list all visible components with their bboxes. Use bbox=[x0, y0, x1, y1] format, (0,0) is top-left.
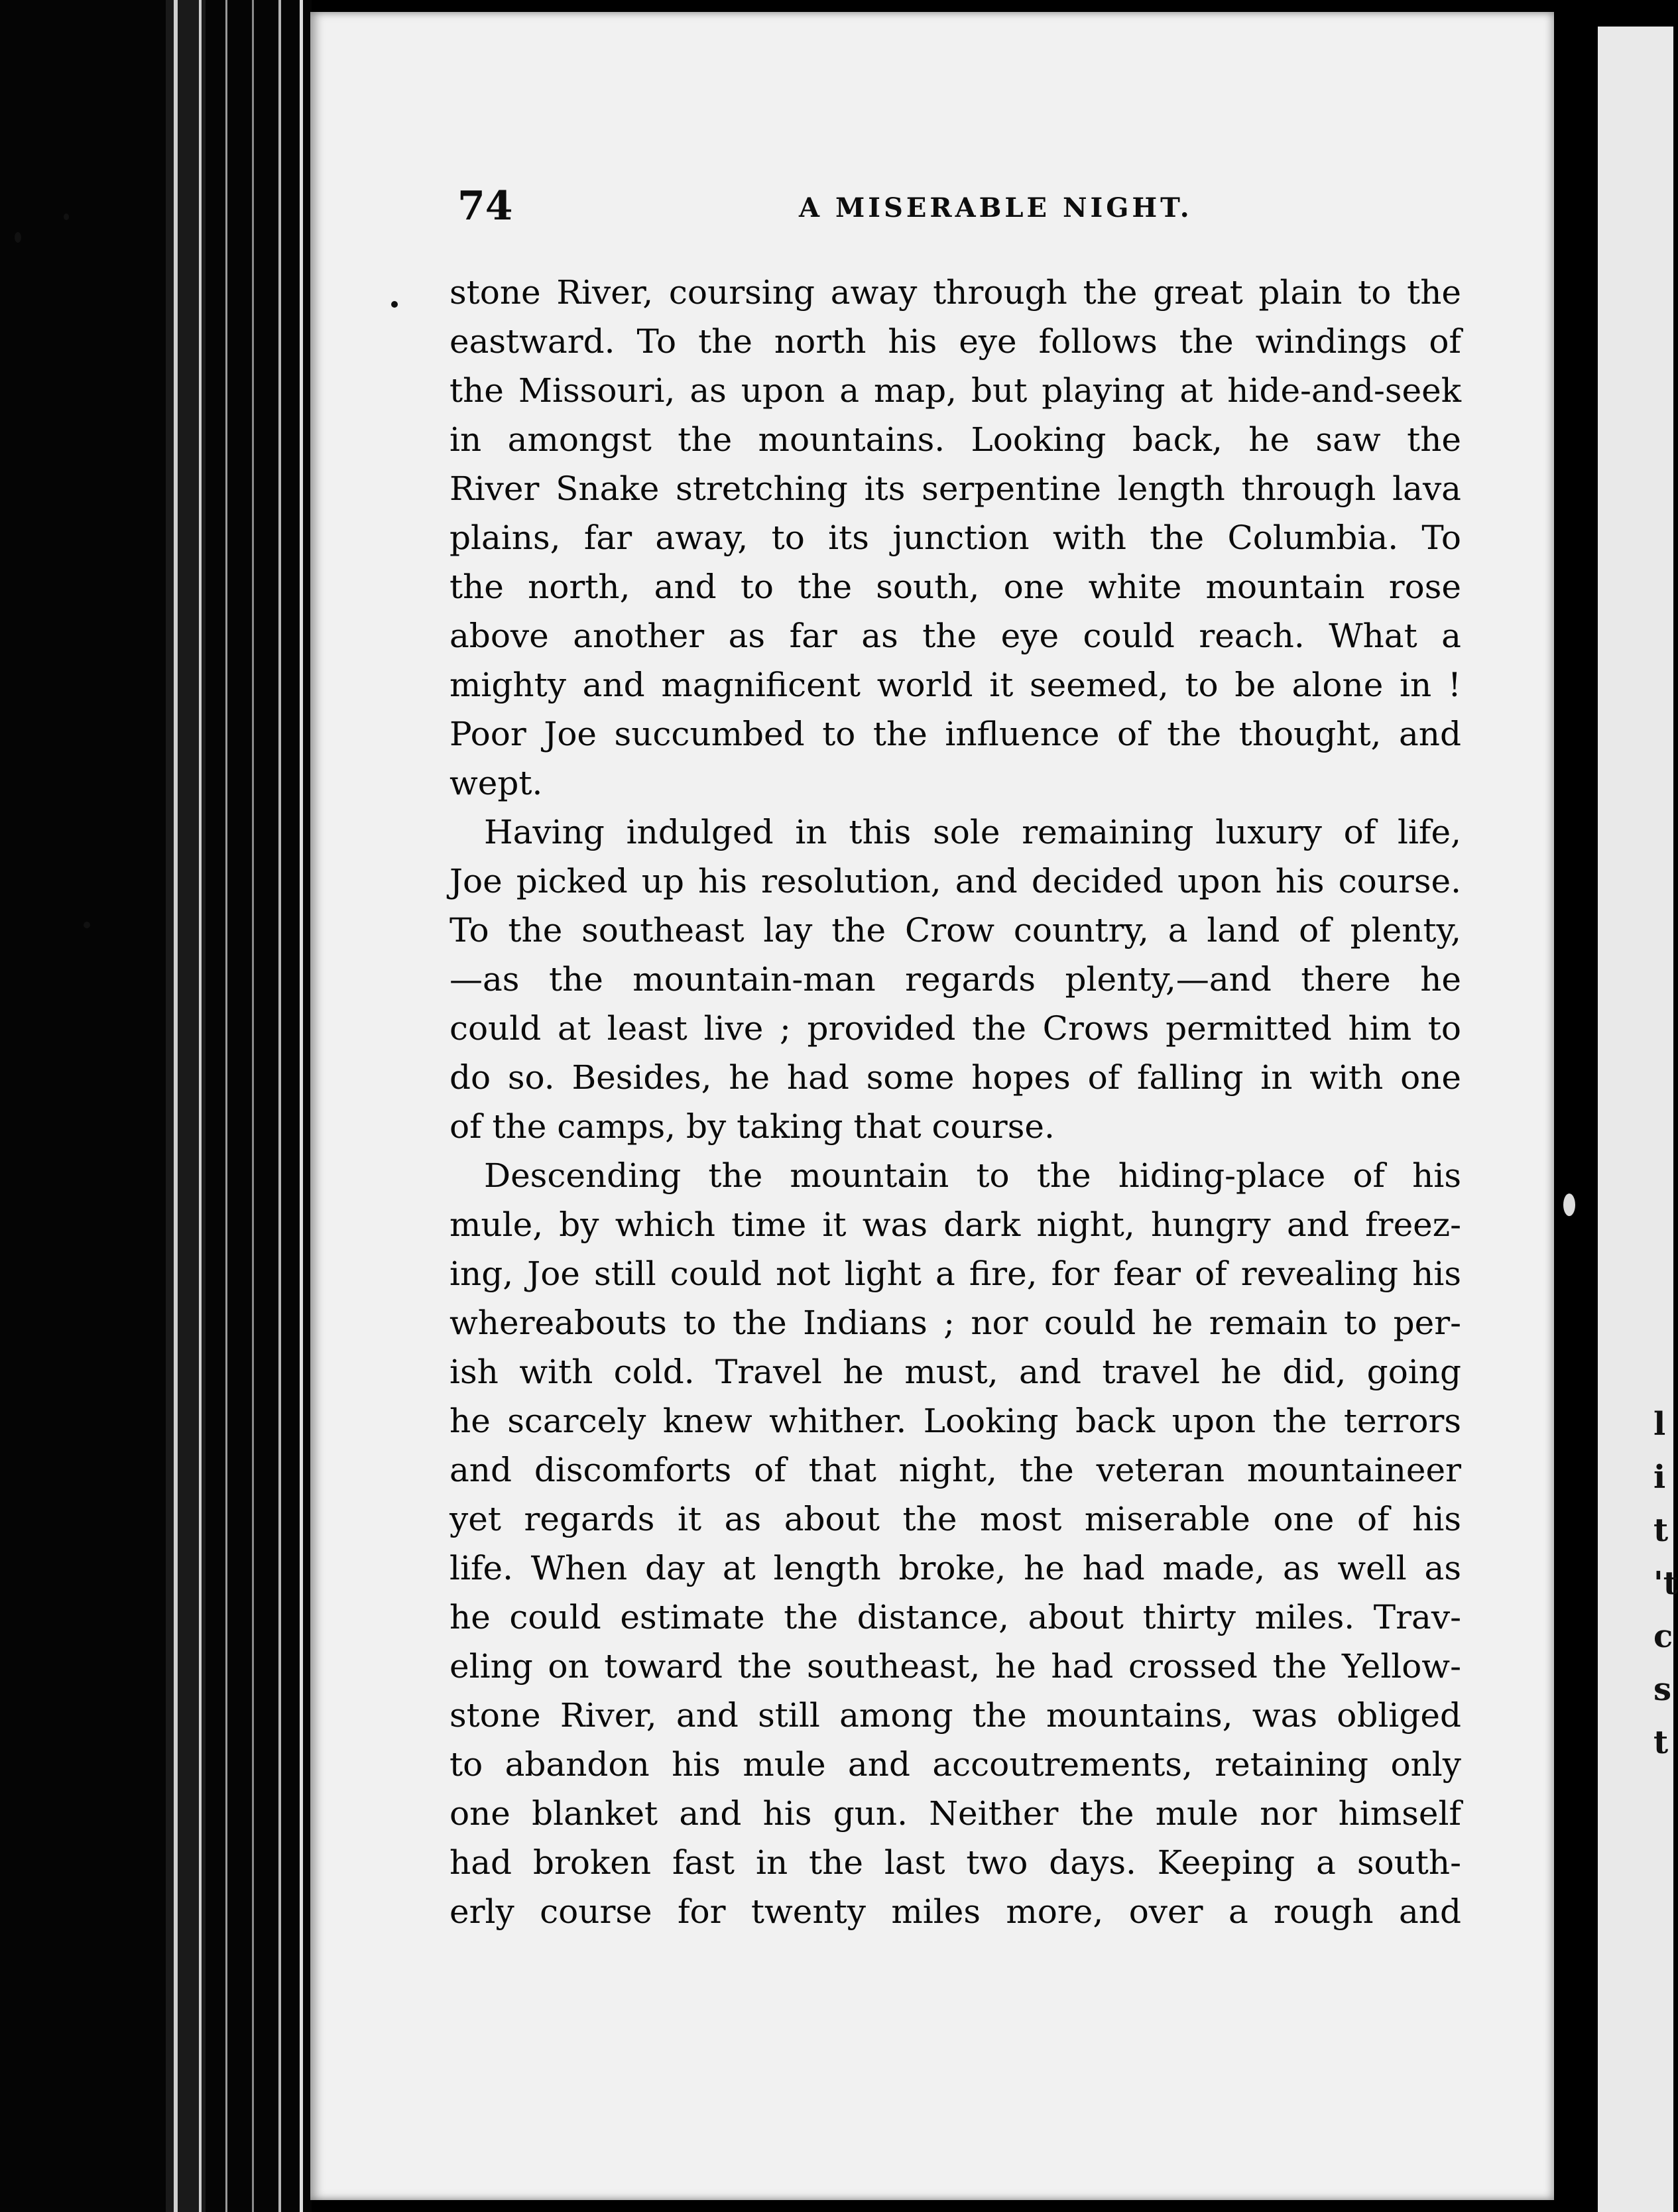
page-stack-line bbox=[199, 0, 202, 2212]
text-line: —as the mountain-man regards plenty,—and there he bbox=[449, 960, 1461, 999]
text-line: mighty and magnificent world it seemed, to be alone in ! bbox=[449, 666, 1461, 704]
next-page-letter: s bbox=[1653, 1671, 1672, 1708]
next-page-letter: c bbox=[1653, 1618, 1673, 1655]
text-line: mule, by which time it was dark night, hungry and freez- bbox=[449, 1205, 1461, 1244]
page-stack-line bbox=[300, 0, 303, 2212]
text-line: to abandon his mule and accoutrements, retaining only bbox=[449, 1745, 1461, 1784]
ink-speck bbox=[15, 232, 21, 243]
next-page-letter: l bbox=[1653, 1406, 1666, 1443]
page-stack-line bbox=[252, 0, 254, 2212]
text-line: one blanket and his gun. Neither the mule nor himself bbox=[449, 1794, 1461, 1833]
next-page-letter: t bbox=[1653, 1512, 1669, 1549]
text-line: eling on toward the southeast, he had crossed the Yellow- bbox=[449, 1647, 1461, 1686]
text-line: life. When day at length broke, he had made, as well as bbox=[449, 1549, 1461, 1587]
text-line: yet regards it as about the most miserable one of his bbox=[449, 1500, 1461, 1538]
text-line: and discomforts of that night, the veteran mountaineer bbox=[449, 1451, 1461, 1489]
text-line: To the southeast lay the Crow country, a land of plenty, bbox=[449, 911, 1461, 950]
text-line: ing, Joe still could not light a fire, for fear of revealing his bbox=[449, 1255, 1461, 1293]
text-line: ish with cold. Travel he must, and travel he did, going bbox=[449, 1353, 1461, 1391]
ink-speck bbox=[391, 301, 398, 308]
text-line: in amongst the mountains. Looking back, he saw the bbox=[449, 420, 1461, 459]
text-line: eastward. To the north his eye follows the windings of bbox=[449, 322, 1461, 361]
next-page-letter: i bbox=[1653, 1459, 1666, 1496]
text-line: erly course for twenty miles more, over a rough and bbox=[449, 1892, 1461, 1931]
text-line: do so. Besides, he had some hopes of falling in with one bbox=[449, 1058, 1461, 1097]
ink-speck bbox=[84, 922, 90, 928]
text-line: River Snake stretching its serpentine length through lava bbox=[449, 469, 1461, 508]
next-page-edge bbox=[1598, 27, 1673, 2212]
text-line: stone River, and still among the mountains, was obliged bbox=[449, 1696, 1461, 1735]
text-line: the Missouri, as upon a map, but playing at hide-and-seek bbox=[449, 371, 1461, 410]
page-stack-line bbox=[174, 0, 178, 2212]
text-line: Joe picked up his resolution, and decided upon his course. bbox=[449, 862, 1461, 900]
text-line: Descending the mountain to the hiding-place of his bbox=[484, 1156, 1461, 1195]
page-stack-line bbox=[278, 0, 281, 2212]
text-line: the north, and to the south, one white mountain rose bbox=[449, 568, 1461, 606]
page-number: 74 bbox=[457, 183, 513, 229]
next-page-letter: 't bbox=[1653, 1565, 1678, 1602]
next-page-letter: t bbox=[1653, 1724, 1669, 1761]
text-line: he scarcely knew whither. Looking back upon the terrors bbox=[449, 1402, 1461, 1440]
text-line: whereabouts to the Indians ; nor could he remain to per- bbox=[449, 1304, 1461, 1342]
text-line: Poor Joe succumbed to the influence of the thought, and bbox=[449, 715, 1461, 753]
running-head bbox=[457, 183, 1472, 236]
text-line: could at least live ; provided the Crows permitted him to bbox=[449, 1009, 1461, 1048]
book-binding-edge bbox=[0, 0, 312, 2212]
ink-speck bbox=[64, 214, 69, 220]
text-line: wept. bbox=[449, 764, 543, 802]
ink-speck bbox=[1563, 1194, 1575, 1216]
text-line: of the camps, by taking that course. bbox=[449, 1107, 1055, 1146]
text-line: he could estimate the distance, about thirty miles. Trav- bbox=[449, 1598, 1461, 1636]
text-line: Having indulged in this sole remaining luxury of life, bbox=[484, 813, 1461, 851]
text-line: above another as far as the eye could reach. What a bbox=[449, 617, 1461, 655]
text-line: stone River, coursing away through the great plain to the bbox=[449, 273, 1461, 312]
text-line: had broken fast in the last two days. Keeping a south- bbox=[449, 1843, 1461, 1882]
page-gutter bbox=[1554, 0, 1598, 2212]
body-text bbox=[449, 268, 1461, 1936]
chapter-heading: A MISERABLE NIGHT. bbox=[799, 192, 1193, 223]
text-line: plains, far away, to its junction with the Columbia. To bbox=[449, 519, 1461, 557]
page-stack-line bbox=[225, 0, 227, 2212]
